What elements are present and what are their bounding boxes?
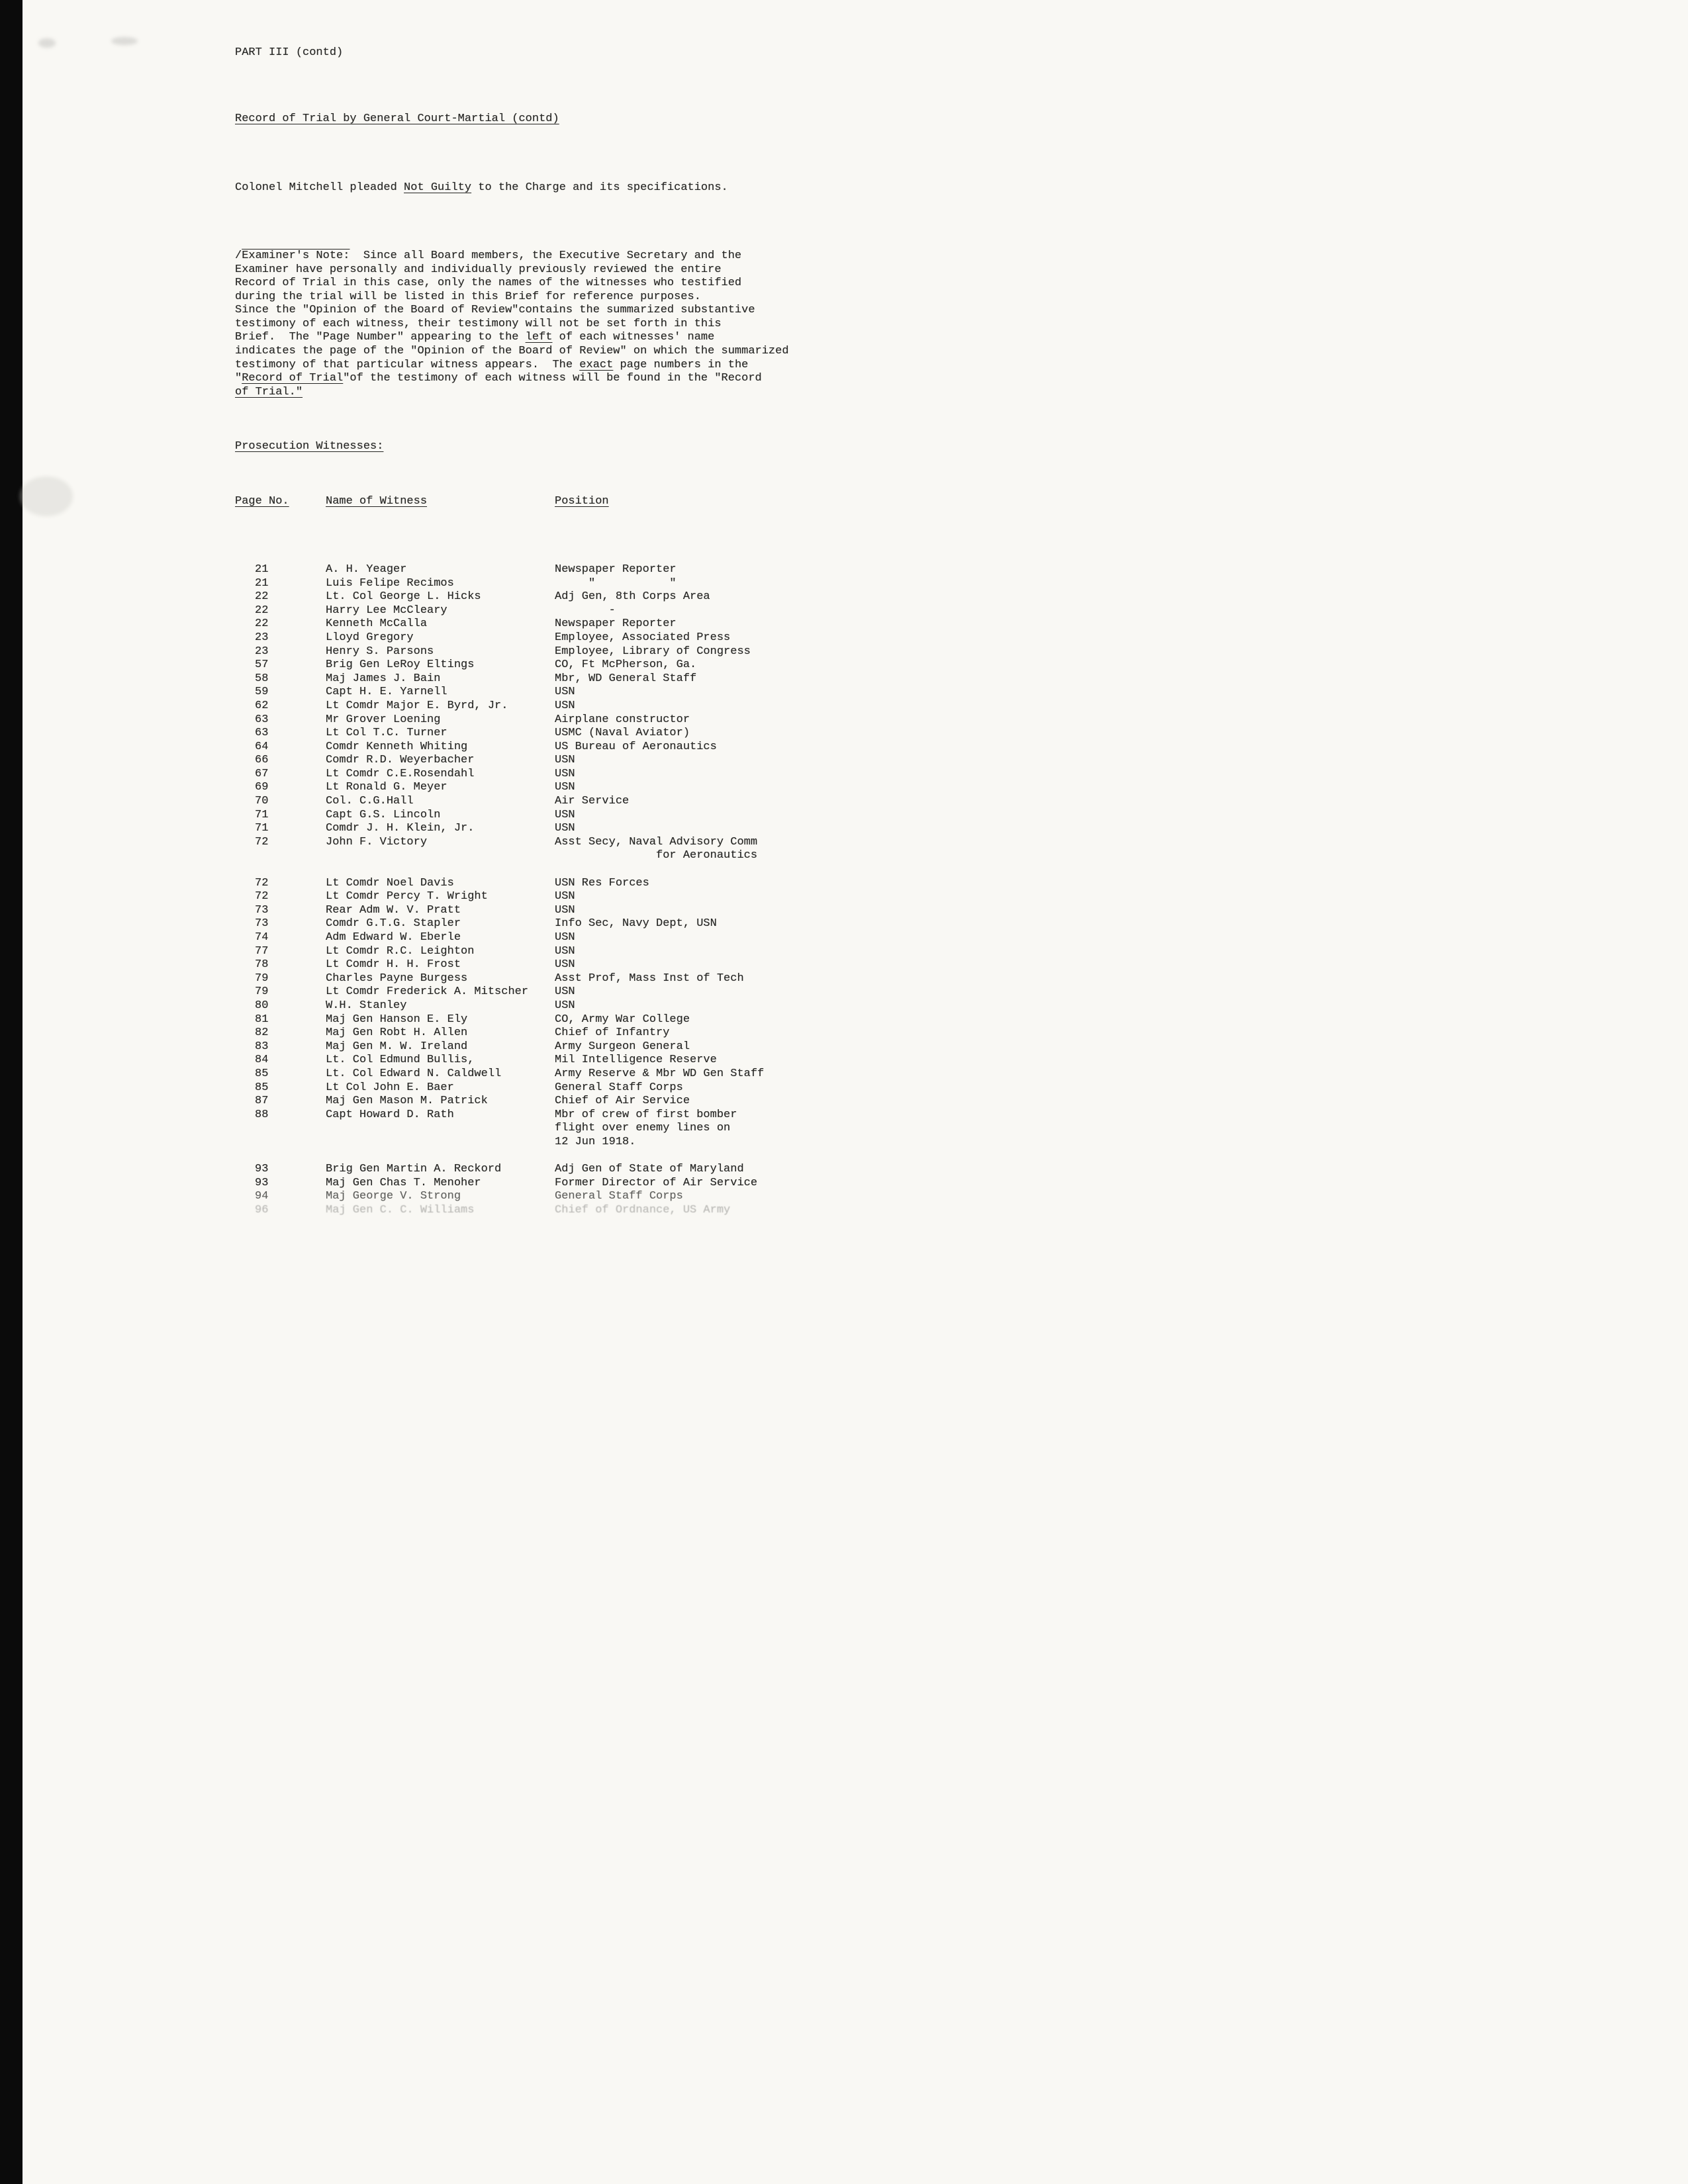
header-page-no [235,495,326,509]
witness-name: Mr Grover Loening [326,713,441,726]
witness-row [235,890,1109,904]
witness-name: A. H. Yeager [326,563,407,576]
witness-page-no: 64 [255,740,269,753]
text-segment: "of the testimony of each witness will be found in the "Record [343,372,762,385]
witness-position [555,809,1109,823]
text-segment: / [235,249,242,262]
witness-position [555,672,1109,686]
witness-position [555,1163,1109,1177]
witness-row [235,999,1109,1013]
witness-row [235,945,1109,959]
witness-row [235,713,1109,727]
witness-position [555,822,1109,836]
witness-position-line: Newspaper Reporter [555,563,677,576]
note-line [235,263,1109,277]
witness-row [235,1109,1109,1150]
witness-row [235,727,1109,741]
scan-edge-artifact [0,0,23,2184]
witness-position-line: USN [555,699,575,712]
witness-page-no: 57 [255,659,269,672]
witness-position [555,1054,1109,1068]
text-segment: Record of Trial [242,372,344,385]
witness-page-no: 93 [255,1176,269,1189]
witness-page-no: 59 [255,686,269,699]
witness-position [555,781,1109,795]
witness-name: Col. C.G.Hall [326,795,414,808]
witness-position-line: Adj Gen, 8th Corps Area [555,590,710,604]
witness-page-no: 23 [255,631,269,644]
witness-row [235,917,1109,931]
witness-position [555,999,1109,1013]
text-segment: of each witnesses' name [552,331,715,344]
header-page-no-text: Page No. [235,494,289,508]
plea-line [235,181,1109,195]
note-line [235,345,1109,359]
witness-position-line: Chief of Infantry [555,1026,670,1040]
witness-position [555,700,1109,713]
witness-position-line: " " [555,576,677,590]
witness-name: Rear Adm W. V. Pratt [326,903,461,917]
witness-row [235,768,1109,782]
witness-position [555,631,1109,645]
witness-position-line: - [555,604,616,617]
note-line [235,304,1109,318]
witness-page-no: 80 [255,999,269,1012]
text-segment: Not Guilty [404,181,472,194]
witness-table [235,563,1109,1218]
scan-smudge [20,477,73,516]
text-segment: " [235,372,242,385]
witness-name: Comdr Kenneth Whiting [326,740,468,753]
witness-position-line: CO, Ft McPherson, Ga. [555,659,697,672]
text-segment: of Trial." [235,385,303,398]
witness-row [235,836,1109,863]
witness-position-line: Air Service [555,795,630,808]
witness-page-no: 85 [255,1081,269,1094]
examiners-note [235,250,1109,400]
witness-name: Lt Ronald G. Meyer [326,781,447,794]
witness-position-line: USN [555,890,575,903]
witness-row [235,781,1109,795]
witness-position-line: USN [555,686,575,699]
note-line [235,277,1109,291]
witness-name: Capt G.S. Lincoln [326,808,441,821]
witness-row [235,659,1109,672]
witness-position [555,686,1109,700]
note-line [235,359,1109,373]
witness-row [235,577,1109,591]
witness-position-line: Asst Prof, Mass Inst of Tech [555,972,744,985]
witness-position-line: USN [555,781,575,794]
witness-position-line: USN [555,767,575,780]
header-position-text: Position [555,494,609,508]
witness-name: John F. Victory [326,835,428,848]
witness-page-no: 71 [255,822,269,835]
witness-name: Lt Comdr Percy T. Wright [326,890,488,903]
text-segment: Examiner have personally and individually previously reviewed the entire [235,263,722,276]
witness-position-line: Asst Secy, Naval Advisory Comm [555,835,758,848]
witness-position-line: Chief of Ordnance, US Army [555,1203,731,1216]
witness-position [555,836,1109,863]
note-line [235,291,1109,304]
witness-name: W.H. Stanley [326,999,407,1012]
witness-position-line: Adj Gen of State of Maryland [555,1163,744,1176]
witness-name: Lt Col T.C. Turner [326,727,447,740]
witness-row [235,1081,1109,1095]
witness-position-line: Mbr of crew of first bomber [555,1108,737,1121]
witness-page-no: 22 [255,604,269,617]
witness-position [555,1026,1109,1040]
witness-row [235,1068,1109,1081]
witness-page-no: 58 [255,672,269,685]
witness-position [555,768,1109,782]
witness-position [555,754,1109,768]
witness-name: Kenneth McCalla [326,617,428,631]
witness-page-no: 84 [255,1054,269,1067]
note-line [235,331,1109,345]
witness-position [555,1109,1109,1150]
note-line [235,386,1109,400]
witness-page-no: 72 [255,876,269,889]
witness-page-no: 21 [255,563,269,576]
witness-position-line: USN Res Forces [555,876,649,889]
witness-name: Lt Comdr R.C. Leighton [326,944,475,958]
witness-position [555,645,1109,659]
witness-row [235,617,1109,631]
text-segment: to the Charge and its specifications. [471,181,728,194]
witness-row [235,1163,1109,1177]
witness-row [235,809,1109,823]
witness-row [235,931,1109,945]
witness-row [235,985,1109,999]
witness-page-no: 72 [255,890,269,903]
witness-position [555,1204,1109,1218]
scan-smudge [111,37,138,45]
witness-page-no: 78 [255,958,269,972]
witness-row [235,1040,1109,1054]
witness-name: Maj Gen Mason M. Patrick [326,1095,488,1108]
witness-row [235,822,1109,836]
witness-position-line: Mil Intelligence Reserve [555,1054,717,1067]
witness-position-line: Chief of Air Service [555,1095,690,1108]
witness-position-line: Army Surgeon General [555,1040,690,1053]
witness-position-line: Employee, Associated Press [555,631,731,644]
witness-name: Lt. Col George L. Hicks [326,590,481,604]
table-header [235,495,1109,509]
witness-page-no: 94 [255,1190,269,1203]
witness-row [235,1013,1109,1027]
witness-name: Brig Gen LeRoy Eltings [326,659,475,672]
witness-name: Lt Comdr Major E. Byrd, Jr. [326,699,508,712]
witness-name: Lt. Col Edmund Bullis, [326,1054,475,1067]
witness-name: Lt Col John E. Baer [326,1081,454,1094]
witness-page-no: 66 [255,754,269,767]
text-segment: Examiner's Note: [242,249,350,262]
witness-position-line: USN [555,822,575,835]
witness-position [555,617,1109,631]
witness-position [555,972,1109,986]
witness-page-no: 79 [255,985,269,999]
witness-position [555,1040,1109,1054]
witness-row [235,1054,1109,1068]
witness-page-no: 82 [255,1026,269,1040]
prosecution-witnesses-heading [235,440,1109,454]
witness-position [555,727,1109,741]
witness-position-line: US Bureau of Aeronautics [555,740,717,753]
witness-name: Maj Gen Hanson E. Ely [326,1013,468,1026]
witness-name: Lt Comdr Frederick A. Mitscher [326,985,529,999]
witness-page-no: 63 [255,727,269,740]
text-segment: Since the "Opinion of the Board of Review"contains the summarized substantive [235,304,755,317]
text-segment: testimony of each witness, their testimony will not be set forth in this [235,317,722,330]
witness-row [235,686,1109,700]
witness-position [555,590,1109,604]
witness-name: Brig Gen Martin A. Reckord [326,1163,502,1176]
witness-row [235,1026,1109,1040]
scan-smudge [38,38,56,48]
witness-position [555,904,1109,918]
witness-name: Lt Comdr C.E.Rosendahl [326,767,475,780]
text-segment: Brief. The "Page Number" appearing to the [235,331,526,344]
witness-position [555,713,1109,727]
witness-name: Lt Comdr Noel Davis [326,876,454,889]
witness-position [555,604,1109,618]
witness-page-no: 67 [255,767,269,780]
note-line [235,250,1109,263]
witness-page-no: 63 [255,713,269,726]
witness-row [235,590,1109,604]
witness-position [555,1081,1109,1095]
witness-row [235,741,1109,754]
witness-page-no: 87 [255,1095,269,1108]
header-name-text: Name of Witness [326,494,428,508]
witness-position [555,1013,1109,1027]
witness-page-no: 85 [255,1067,269,1080]
witness-page-no: 72 [255,835,269,848]
witness-position [555,1095,1109,1109]
header-name [326,495,555,509]
text-segment: left [525,331,553,344]
text-segment: testimony of that particular witness appears. The [235,358,580,371]
text-segment: Colonel Mitchell pleaded [235,181,404,194]
witness-position [555,659,1109,672]
witness-position [555,795,1109,809]
witness-row [235,1177,1109,1191]
witness-position [555,945,1109,959]
note-line [235,318,1109,332]
witness-position-line: Former Director of Air Service [555,1176,758,1189]
witness-position [555,931,1109,945]
witness-page-no: 69 [255,781,269,794]
witness-position [555,577,1109,591]
witness-position [555,1068,1109,1081]
witness-row [235,795,1109,809]
witness-name: Comdr J. H. Klein, Jr. [326,822,475,835]
witness-position-line: USMC (Naval Aviator) [555,727,690,740]
witness-position [555,877,1109,891]
witness-row [235,877,1109,891]
witness-row [235,1095,1109,1109]
witness-name: Maj Gen Chas T. Menoher [326,1176,481,1189]
witness-position-line: General Staff Corps [555,1190,683,1203]
witness-page-no: 88 [255,1108,269,1121]
witness-row [235,1190,1109,1204]
witness-row [235,645,1109,659]
witness-name: Comdr G.T.G. Stapler [326,917,461,931]
witness-position-line: USN [555,985,575,999]
witness-name: Lt Comdr H. H. Frost [326,958,461,972]
witness-row [235,700,1109,713]
witness-position-line: CO, Army War College [555,1013,690,1026]
witness-position [555,958,1109,972]
witness-position-line: USN [555,903,575,917]
witness-page-no: 73 [255,917,269,931]
witness-position-line: flight over enemy lines on [555,1122,731,1135]
witness-position [555,1177,1109,1191]
witness-position [555,741,1109,754]
witness-name: Charles Payne Burgess [326,972,468,985]
witness-name: Maj George V. Strong [326,1190,461,1203]
witness-name: Maj Gen M. W. Ireland [326,1040,468,1053]
witness-position-line: Army Reserve & Mbr WD Gen Staff [555,1067,765,1080]
witness-position [555,985,1109,999]
witness-row [235,563,1109,577]
witness-name: Luis Felipe Recimos [326,576,454,590]
document-page [235,5,1109,1245]
witness-name: Comdr R.D. Weyerbacher [326,754,475,767]
witness-position [555,917,1109,931]
text-segment: during the trial will be listed in this Brief for reference purposes. [235,290,701,303]
witness-name: Lt. Col Edward N. Caldwell [326,1067,502,1080]
witness-position-line: USN [555,944,575,958]
witness-position-line: USN [555,999,575,1012]
witness-page-no: 96 [255,1203,269,1216]
witness-row [235,754,1109,768]
witness-position-line: Info Sec, Navy Dept, USN [555,917,717,931]
witness-page-no: 22 [255,590,269,604]
witness-position [555,1190,1109,1204]
witness-row [235,604,1109,618]
witness-page-no: 74 [255,931,269,944]
witness-page-no: 73 [255,903,269,917]
witness-row [235,672,1109,686]
witness-name: Henry S. Parsons [326,645,434,658]
document-title [235,113,1109,126]
witness-row [235,972,1109,986]
witness-position-line: 12 Jun 1918. [555,1135,636,1148]
witness-name: Maj Gen C. C. Williams [326,1203,475,1216]
witness-page-no: 22 [255,617,269,631]
witness-row [235,631,1109,645]
prosecution-witnesses-heading-text: Prosecution Witnesses: [235,440,384,453]
witness-position-line: USN [555,754,575,767]
witness-name: Adm Edward W. Eberle [326,931,461,944]
witness-name: Lloyd Gregory [326,631,414,644]
witness-name: Capt Howard D. Rath [326,1108,454,1121]
witness-position-line: USN [555,931,575,944]
witness-position-line: Employee, Library of Congress [555,645,751,658]
witness-row [235,1204,1109,1218]
witness-page-no: 23 [255,645,269,658]
witness-position [555,563,1109,577]
witness-page-no: 21 [255,576,269,590]
witness-page-no: 79 [255,972,269,985]
witness-position-line: Newspaper Reporter [555,617,677,631]
document-title-text: Record of Trial by General Court-Martial (contd) [235,113,559,126]
witness-position-line: Mbr, WD General Staff [555,672,697,685]
witness-page-no: 62 [255,699,269,712]
witness-page-no: 71 [255,808,269,821]
witness-position-line: Airplane constructor [555,713,690,726]
witness-position-line: General Staff Corps [555,1081,683,1094]
text-segment: exact [579,358,614,371]
witness-row [235,958,1109,972]
header-position [555,495,1109,509]
witness-position-line: USN [555,808,575,821]
text-segment: Since all Board members, the Executive Secretary and the [350,249,742,262]
note-line [235,372,1109,386]
witness-page-no: 93 [255,1163,269,1176]
witness-name: Maj James J. Bain [326,672,441,685]
witness-row [235,904,1109,918]
witness-position-line: USN [555,958,575,972]
witness-page-no: 81 [255,1013,269,1026]
witness-position-line: for Aeronautics [555,849,758,862]
witness-position [555,890,1109,904]
witness-name: Harry Lee McCleary [326,604,447,617]
text-segment: indicates the page of the "Opinion of the Board of Review" on which the summarized [235,345,789,358]
text-segment: page numbers in the [613,358,749,371]
text-segment: Record of Trial in this case, only the names of the witnesses who testified [235,277,742,290]
witness-page-no: 77 [255,944,269,958]
witness-name: Maj Gen Robt H. Allen [326,1026,468,1040]
part-header: PART III (contd) [235,46,344,59]
witness-name: Capt H. E. Yarnell [326,686,447,699]
witness-page-no: 83 [255,1040,269,1053]
witness-page-no: 70 [255,795,269,808]
